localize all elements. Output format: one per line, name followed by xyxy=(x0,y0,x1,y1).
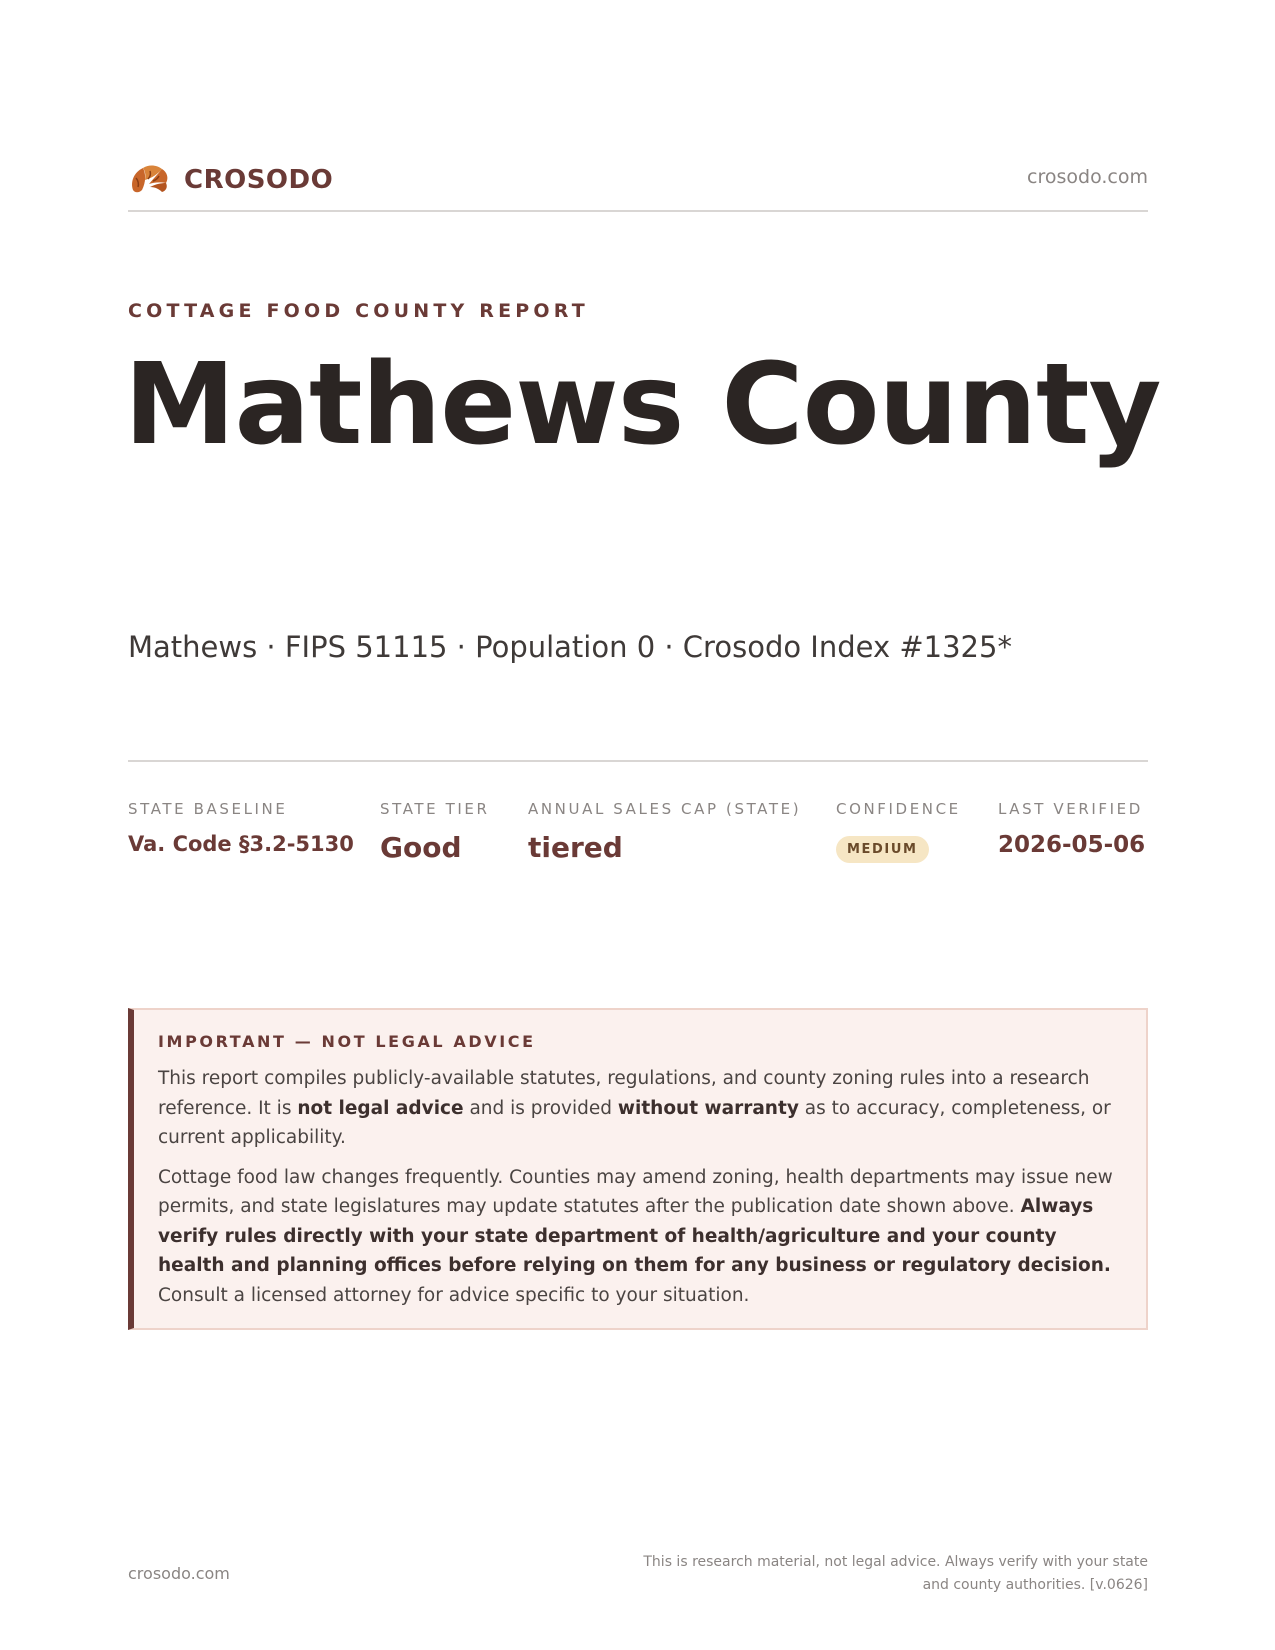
county-subtitle: Mathews · FIPS 51115 · Population 0 · Crosodo Index #1325* xyxy=(128,630,1012,664)
footer-disclaimer-line: This is research material, not legal advice. Always verify with your state xyxy=(643,1554,1148,1570)
notice-text: Consult a licensed attorney for advice specific to your situation. xyxy=(158,1284,750,1306)
notice-text: This report compiles publicly-available statutes, regulations, and county zoning rules into a research reference. It is xyxy=(158,1068,1090,1119)
notice-emphasis: Always verify rules directly with your state department of health/agriculture and your county health and planning offices before relying on them for any business or regulatory decision. xyxy=(158,1196,1111,1276)
county-title: Mathews County xyxy=(124,340,1161,470)
brand-name: CROSODO xyxy=(184,165,334,195)
fact-value: tiered xyxy=(528,831,623,864)
fact-label: STATE TIER xyxy=(380,800,490,818)
report-eyebrow: COTTAGE FOOD COUNTY REPORT xyxy=(128,300,589,322)
fact-value: Va. Code §3.2-5130 xyxy=(128,832,354,856)
fact-confidence xyxy=(836,800,961,863)
footer-disclaimer xyxy=(628,1551,1148,1597)
notice-paragraph xyxy=(158,1163,1120,1311)
page-header xyxy=(128,158,1148,212)
fact-value: Good xyxy=(380,831,462,864)
notice-text: Cottage food law changes frequently. Counties may amend zoning, health departments may issue new permits, and state legislatures may update statutes after the publication date shown above. xyxy=(158,1166,1113,1217)
facts-row xyxy=(128,760,1148,902)
fact-label: STATE BASELINE xyxy=(128,800,288,818)
notice-text: and is provided xyxy=(463,1097,618,1119)
notice-emphasis: without warranty xyxy=(617,1097,799,1119)
confidence-badge: MEDIUM xyxy=(836,836,929,863)
brand[interactable] xyxy=(128,160,333,200)
notice-paragraph xyxy=(158,1064,1120,1153)
fact-state-tier xyxy=(380,800,490,864)
notice-emphasis: not legal advice xyxy=(297,1097,464,1119)
notice-text: as to accuracy, completeness, or current applicability. xyxy=(158,1097,1111,1148)
footer-site-link[interactable]: crosodo.com xyxy=(128,1564,230,1583)
fact-label: ANNUAL SALES CAP (STATE) xyxy=(528,800,802,818)
croissant-icon xyxy=(128,160,170,200)
fact-label: CONFIDENCE xyxy=(836,800,961,818)
fact-label: LAST VERIFIED xyxy=(998,800,1143,818)
fact-value: 2026-05-06 xyxy=(998,832,1146,858)
legal-notice xyxy=(128,1008,1148,1330)
notice-heading: IMPORTANT — NOT LEGAL ADVICE xyxy=(158,1032,536,1051)
report-page xyxy=(124,0,1161,1650)
fact-state-baseline xyxy=(128,800,354,856)
fact-last-verified xyxy=(998,800,1145,858)
footer-disclaimer-line: and county authorities. [v.0626] xyxy=(922,1577,1148,1593)
fact-annual-sales-cap xyxy=(528,800,801,864)
site-link[interactable]: crosodo.com xyxy=(1027,166,1148,188)
